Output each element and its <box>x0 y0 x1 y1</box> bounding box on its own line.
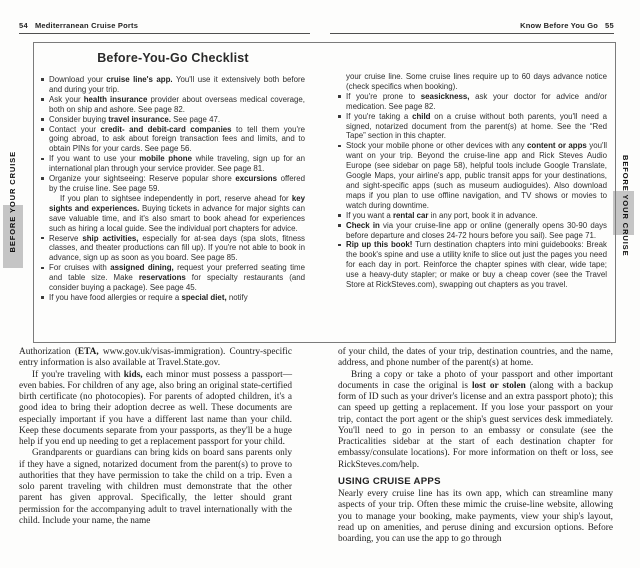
checklist-item <box>338 112 607 142</box>
bullet-marker <box>41 293 49 303</box>
body-paragraph: If you're traveling with kids, each minor must possess a passport—even babies. For children of any age, also bring an original state-certified birth certificate (no photocopies). For parents of adopted children, it's a good idea to bring their adoption decree as well. These documents are especially important if you have a different last name than your child. Keep these documents separate from your passports, as they'll be a huge help if you end up needing to get a replacement passport for your child. <box>19 369 292 447</box>
checklist-item <box>41 234 305 264</box>
checklist-item <box>41 293 305 303</box>
checklist-column-right <box>338 72 607 290</box>
bullet-marker <box>338 211 346 221</box>
checklist-item-text: If you want to use your mobile phone while traveling, sign up for an international plan through your service provider. See page 81. <box>49 154 305 174</box>
page-number-right: 55 <box>605 21 614 30</box>
bullet-marker <box>41 75 49 95</box>
checklist-item-text: If you're prone to seasickness, ask your doctor for advice and/or medication. See page 82. <box>346 91 607 111</box>
chapter-tab-left: BEFORE YOUR CRUISE <box>8 151 17 253</box>
checklist-item <box>41 154 305 174</box>
section-heading: USING CRUISE APPS <box>338 475 441 487</box>
checklist-item <box>41 174 305 194</box>
checklist-item-text: Consider buying travel insurance. See page 47. <box>49 114 221 124</box>
checklist-item-text: Organize your sightseeing: Reserve popular shore excursions offered by the cruise line. See page 59. <box>49 174 305 193</box>
checklist-item-text: Reserve ship activities, especially for at-sea days (spa slots, fitness classes, and theater productions can fill up). If you're not able to book in advance, sign up as soon as you board. See page 85. <box>49 233 306 263</box>
checklist-item-text: Rip up this book! Turn destination chapters into mini guidebooks: Break the book's spine and use a utility knife to slice out just the pages you need for each day in port. Reinforce the chapter spines with clear, wide tape; use a heavy-duty stapler; or make or buy a cheap cover (see the Travel Store at RickSteves.com), swapping out chapters as you travel. <box>346 240 607 290</box>
checklist-sidebar-box <box>33 42 616 343</box>
bullet-marker <box>41 174 49 194</box>
bullet-marker <box>338 141 346 210</box>
body-column-left <box>19 347 292 527</box>
checklist-item <box>338 240 607 290</box>
body-paragraph: Bring a copy or take a photo of your passport and other important documents in case the original is lost or stolen (along with a backup form of ID such as your driver's license and an extra passport photo); this can speed up getting a replacement. If you lose your passport on your trip, contact the port agent or the ship's guest services desk immediately. You'll need to go in person to an embassy or consulate (see the Practicalities sidebar at the start of each destination chapter for embassy/consulate locations). For more information on theft or loss, see RickSteves.com/help. <box>338 369 613 470</box>
checklist-item-text: If you want a rental car in any port, book it in advance. <box>346 210 538 220</box>
bullet-marker <box>41 115 49 125</box>
checklist-item-text: Contact your credit- and debit-card companies to tell them you're going abroad, to ask about foreign transaction fees and limits, and to obtain PINs for your cards. See page 56. <box>49 124 305 154</box>
checklist-item-text: If you have food allergies or require a special diet, notify <box>49 292 248 302</box>
checklist-item <box>338 141 607 210</box>
body-paragraph: of your child, the dates of your trip, destination countries, and the name, address, and phone number of the parent(s) at home. <box>338 347 613 369</box>
bullet-marker <box>338 240 346 290</box>
running-head-left-title: Mediterranean Cruise Ports <box>34 21 139 30</box>
chapter-tab-right: BEFORE YOUR CRUISE <box>621 155 630 257</box>
checklist-item <box>338 72 607 92</box>
bullet-marker <box>41 234 49 264</box>
running-head-left <box>19 21 310 34</box>
checklist-item <box>338 221 607 241</box>
checklist-item-text: If you're taking a child on a cruise without both parents, you'll need a signed, notarized document from the parent(s) at home. See the “Red Tape” section in this chapter. <box>346 111 607 141</box>
bullet-marker <box>338 221 346 241</box>
bullet-marker <box>41 125 49 155</box>
checklist-item <box>338 92 607 112</box>
checklist-item <box>41 115 305 125</box>
running-head-right <box>330 21 614 34</box>
checklist-item-text: Download your cruise line's app. You'll use it extensively both before and during your trip. <box>49 75 305 94</box>
bullet-spacer <box>41 194 49 234</box>
checklist-item <box>41 194 305 234</box>
checklist-item-text: Stock your mobile phone or other devices with any content or apps you'll want on your trip. Beyond the cruise-line app and Rick Steves Audio Europe (see sidebar on page 58), helpful tools include Google Translate, Google Maps, your airline's app, public transit apps for your destinations, and sight-specific apps (such as museum audioguides). Also download maps if you plan to use offline navigation, and TV shows or movies to watch during downtime. <box>346 141 607 210</box>
checklist-title: Before-You-Go Checklist <box>97 51 249 65</box>
checklist-item-text: Ask your health insurance provider about overseas medical coverage, both on ship and ashore. See page 82. <box>49 94 305 114</box>
bullet-spacer <box>338 72 346 92</box>
page-number-left: 54 <box>19 21 28 30</box>
checklist-item <box>41 75 305 95</box>
checklist-item <box>41 125 305 155</box>
checklist-item-text: If you plan to sightsee independently in port, reserve ahead for key sights and experiences. Buying tickets in advance for major sights can save valuable time, and it's also smart to book ahead for experiences such as hiring a local guide. See the individual port chapters for advice. <box>49 193 306 233</box>
bullet-marker <box>338 112 346 142</box>
bullet-marker <box>338 92 346 112</box>
checklist-item <box>41 95 305 115</box>
checklist-item <box>41 263 305 293</box>
checklist-item-text: your cruise line. Some cruise lines require up to 60 days advance notice (check specifics when booking). <box>346 72 607 91</box>
running-head-right-title: Know Before You Go <box>520 21 599 30</box>
body-column-right <box>338 347 613 545</box>
bullet-marker <box>41 95 49 115</box>
checklist-column-left <box>41 75 305 303</box>
bullet-marker <box>41 154 49 174</box>
checklist-item-text: Check in via your cruise-line app or online (generally opens 30-90 days before departure and closes 24-72 hours before you sail). See page 71. <box>346 220 608 240</box>
bullet-marker <box>41 263 49 293</box>
checklist-item-text: For cruises with assigned dining, request your preferred seating time and table size. Make reservations for specialty restaurants (and consider buying a package). See page 45. <box>49 263 305 293</box>
body-paragraph: Authorization (ETA, www.gov.uk/visas-immigration). Country-specific entry information is also available at Travel.State.gov. <box>19 347 292 369</box>
body-paragraph: Grandparents or guardians can bring kids on board sans parents only if they have a signed, notarized document from the parent(s) to prove to authorities that they have permission to take the child on a trip. Even a solo parent traveling with children must demonstrate that the other parent has given approval. Specifically, the letter should grant permission for the accompanying adult to travel internationally with the child. Include your name, the name <box>19 448 292 526</box>
checklist-item <box>338 211 607 221</box>
body-paragraph: Nearly every cruise line has its own app, which can streamline many aspects of your trip. Often these mimic the cruise-line website, allowing you to manage your booking, make payments, view your ship's layout, read up on amenities, and peruse dining and excursion options. Before boarding, you can use the app to go through <box>338 489 613 544</box>
